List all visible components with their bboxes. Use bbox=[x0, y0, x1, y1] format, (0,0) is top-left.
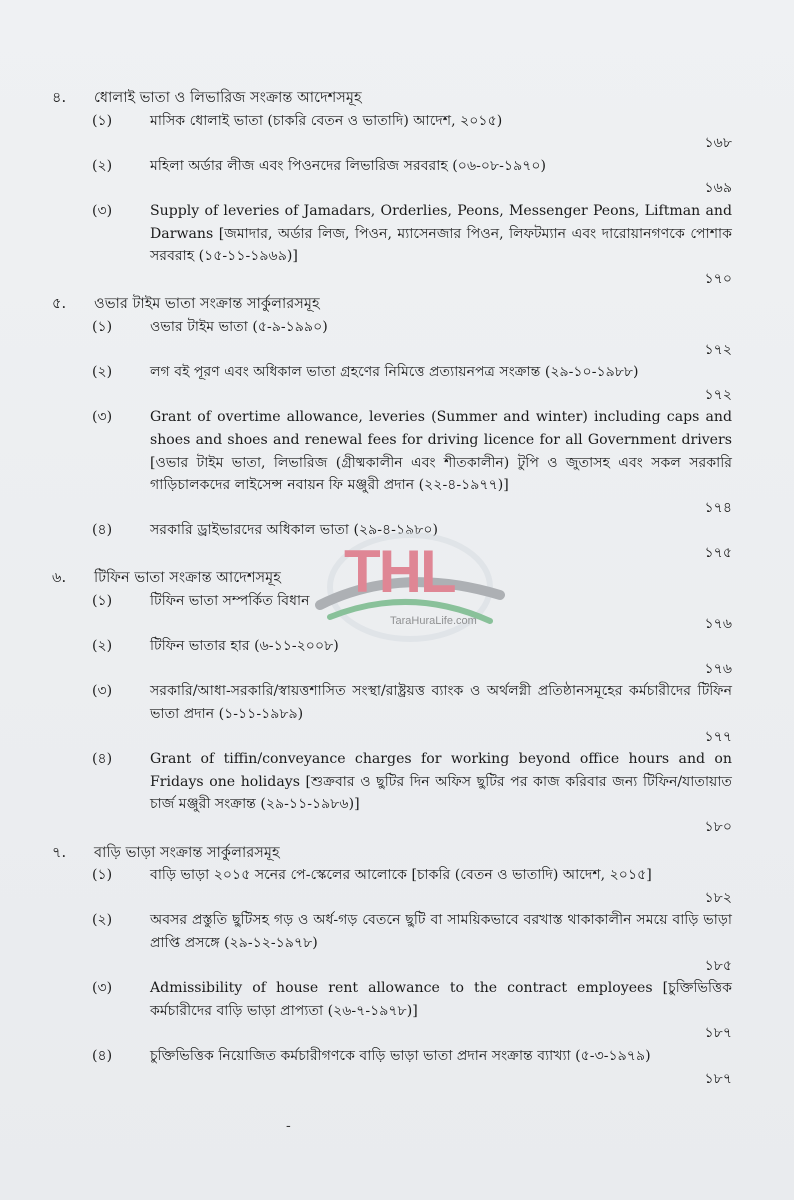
entry-text-block bbox=[150, 200, 732, 290]
toc-entry bbox=[52, 977, 732, 1045]
entry-page-number: ১৮৭ bbox=[704, 1025, 732, 1042]
entry-page-number: ১৭৪ bbox=[704, 499, 732, 516]
section-heading bbox=[52, 86, 732, 110]
entry-text-block bbox=[150, 406, 732, 519]
entry-number: (৩) bbox=[92, 409, 113, 426]
entry-page-number: ১৭০ bbox=[704, 270, 732, 287]
watermark-url: TaraHuraLife.com bbox=[390, 615, 477, 627]
watermark-logo bbox=[300, 525, 510, 645]
section-heading bbox=[52, 841, 732, 865]
entry-page-number: ১৭৬ bbox=[704, 615, 732, 632]
entry-number: (৩) bbox=[92, 202, 113, 219]
entry-title: বাড়ি ভাড়া ২০১৫ সনের পে-স্কেলের আলোকে [চাকরি (বেতন ও ভাতাদি) আদেশ, ২০১৫] bbox=[150, 867, 652, 884]
toc-section bbox=[52, 86, 732, 290]
entry-title: সরকারি/আধা-সরকারি/স্বায়ত্তশাসিত সংস্থা/রাষ্ট্রয়ত্ত ব্যাংক ও অর্থলগ্নী প্রতিষ্ঠানসমূহের কর্মচারীদের টিফিন ভাতা প্রদান (১-১১-১৯৮৯) bbox=[150, 683, 732, 723]
entry-number: (২) bbox=[92, 638, 113, 655]
toc-section bbox=[52, 292, 732, 564]
entry-page-number: ১৮৭ bbox=[704, 1070, 732, 1087]
entry-text-block bbox=[150, 864, 732, 909]
section-number: ৭. bbox=[52, 843, 67, 861]
entry-number: (২) bbox=[92, 912, 113, 929]
toc-entry bbox=[52, 155, 732, 200]
entry-title: Grant of overtime allowance, leveries (Summer and winter) including caps and shoes and shoes and renewal fees for driving licence for all Government drivers [ওভার টাইম ভাতা, লিভারিজ (গ্রীষ্মকালীন এবং শীতকালীন) টুপি ও জুতাসহ এবং সকল সরকারি গাড়িচালকদের লাইসেন্স নবায়ন ফি মঞ্জুরী প্রদান (২২-৪-১৯৭৭)] bbox=[150, 409, 732, 494]
toc-entry bbox=[52, 748, 732, 838]
entry-text-block bbox=[150, 977, 732, 1045]
entry-text-block bbox=[150, 680, 732, 748]
toc-entry bbox=[52, 361, 732, 406]
entry-text-block bbox=[150, 748, 732, 838]
footer-mark: - bbox=[286, 1118, 291, 1134]
entry-text-block bbox=[150, 316, 732, 361]
entry-title: লগ বই পূরণ এবং অধিকাল ভাতা গ্রহণের নিমিত্তে প্রত্যায়নপত্র সংক্রান্ত (২৯-১০-১৯৮৮) bbox=[150, 364, 639, 381]
toc-entry bbox=[52, 110, 732, 155]
toc-entry bbox=[52, 864, 732, 909]
entry-number: (১) bbox=[92, 112, 113, 129]
entry-number: (৪) bbox=[92, 522, 113, 539]
entry-page-number: ১৮৫ bbox=[704, 957, 732, 974]
toc-entry bbox=[52, 200, 732, 290]
entry-title: মহিলা অর্ডার লীজ এবং পিওনদের লিভারিজ সরবরাহ (০৬-০৮-১৯৭০) bbox=[150, 157, 547, 174]
entry-page-number: ১৭৫ bbox=[704, 544, 732, 561]
entry-page-number: ১৬৯ bbox=[704, 180, 732, 197]
section-title: বাড়ি ভাড়া সংক্রান্ত সার্কুলারসমূহ bbox=[94, 843, 280, 861]
entry-number: (২) bbox=[92, 157, 113, 174]
entry-number: (৩) bbox=[92, 980, 113, 997]
entry-page-number: ১৭২ bbox=[704, 341, 732, 358]
section-number: ৪. bbox=[52, 89, 67, 106]
section-heading bbox=[52, 292, 732, 316]
entry-text-block bbox=[150, 361, 732, 406]
section-number: ৬. bbox=[52, 569, 67, 587]
entry-page-number: ১৭২ bbox=[704, 386, 732, 403]
toc-section bbox=[52, 841, 732, 1091]
entry-number: (১) bbox=[92, 318, 113, 335]
toc-entry bbox=[52, 1045, 732, 1090]
entry-title: Supply of leveries of Jamadars, Orderlies, Peons, Messenger Peons, Liftman and Darwans [জমাদার, অর্ডার লিজ, পিওন, ম্যাসেনজার পিওন, লিফটম্যান এবং দারোয়ানগণকে পোশাক সরবরাহ (১৫-১১-১৯৬৯)] bbox=[150, 202, 732, 265]
watermark-text: THL bbox=[344, 538, 455, 605]
entry-page-number: ১৬৮ bbox=[704, 135, 732, 152]
entry-page-number: ১৭৭ bbox=[704, 728, 732, 745]
entry-text-block bbox=[150, 1045, 732, 1090]
entry-number: (৪) bbox=[92, 1047, 113, 1064]
entry-number: (২) bbox=[92, 364, 113, 381]
entry-number: (১) bbox=[92, 593, 113, 610]
entry-number: (১) bbox=[92, 867, 113, 884]
toc-entry bbox=[52, 909, 732, 977]
entry-title: টিফিন ভাতার হার (৬-১১-২০০৮) bbox=[150, 638, 339, 655]
entry-title: টিফিন ভাতা সম্পর্কিত বিধান bbox=[150, 593, 310, 610]
section-title: টিফিন ভাতা সংক্রান্ত আদেশসমূহ bbox=[94, 569, 281, 587]
entry-title: অবসর প্রস্তুতি ছুটিসহ গড় ও অর্ধ-গড় বেতনে ছুটি বা সাময়িকভাবে বরখাস্ত থাকাকালীন সময়ে বাড়ি ভাড়া প্রাপ্তি প্রসঙ্গে (২৯-১২-১৯৭৮) bbox=[150, 912, 732, 951]
entry-text-block bbox=[150, 155, 732, 200]
entry-page-number: ১৭৬ bbox=[704, 660, 732, 677]
entry-page-number: ১৮০ bbox=[704, 819, 732, 835]
entry-page-number: ১৮২ bbox=[704, 889, 732, 906]
toc-entry bbox=[52, 406, 732, 519]
entry-title: Admissibility of house rent allowance to the contract employees [চুক্তিভিত্তিক কর্মচারীদের বাড়ি ভাড়া প্রাপ্যতা (২৬-৭-১৯৭৮)] bbox=[150, 980, 732, 1019]
entry-number: (৩) bbox=[92, 683, 113, 700]
entry-title: ওভার টাইম ভাতা (৫-৯-১৯৯০) bbox=[150, 318, 328, 335]
toc-entry bbox=[52, 316, 732, 361]
entry-text-block bbox=[150, 909, 732, 977]
entry-text-block bbox=[150, 110, 732, 155]
section-title: ধোলাই ভাতা ও লিভারিজ সংক্রান্ত আদেশসমূহ bbox=[94, 89, 362, 106]
toc-entry bbox=[52, 680, 732, 748]
section-number: ৫. bbox=[52, 295, 67, 313]
entry-number: (৪) bbox=[92, 751, 113, 768]
entry-title: Grant of tiffin/conveyance charges for working beyond office hours and on Fridays one holidays [শুক্রবার ও ছুটির দিন অফিস ছুটির পর কাজ করিবার জন্য টিফিন/যাতায়াত চার্জ মঞ্জুরী সংক্রান্ত (২৯-১১-১৯৮৬)] bbox=[150, 751, 732, 813]
entry-title: চুক্তিভিত্তিক নিয়োজিত কর্মচারীগণকে বাড়ি ভাড়া ভাতা প্রদান সংক্রান্ত ব্যাখ্যা (৫-৩-১৯৭৯) bbox=[150, 1047, 651, 1064]
entry-title: মাসিক ধোলাই ভাতা (চাকরি বেতন ও ভাতাদি) আদেশ, ২০১৫) bbox=[150, 112, 503, 129]
section-title: ওভার টাইম ভাতা সংক্রান্ত সার্কুলারসমূহ bbox=[94, 295, 320, 313]
entry-title: সরকারি ড্রাইভারদের অধিকাল ভাতা (২৯-৪-১৯৮০) bbox=[150, 522, 439, 539]
